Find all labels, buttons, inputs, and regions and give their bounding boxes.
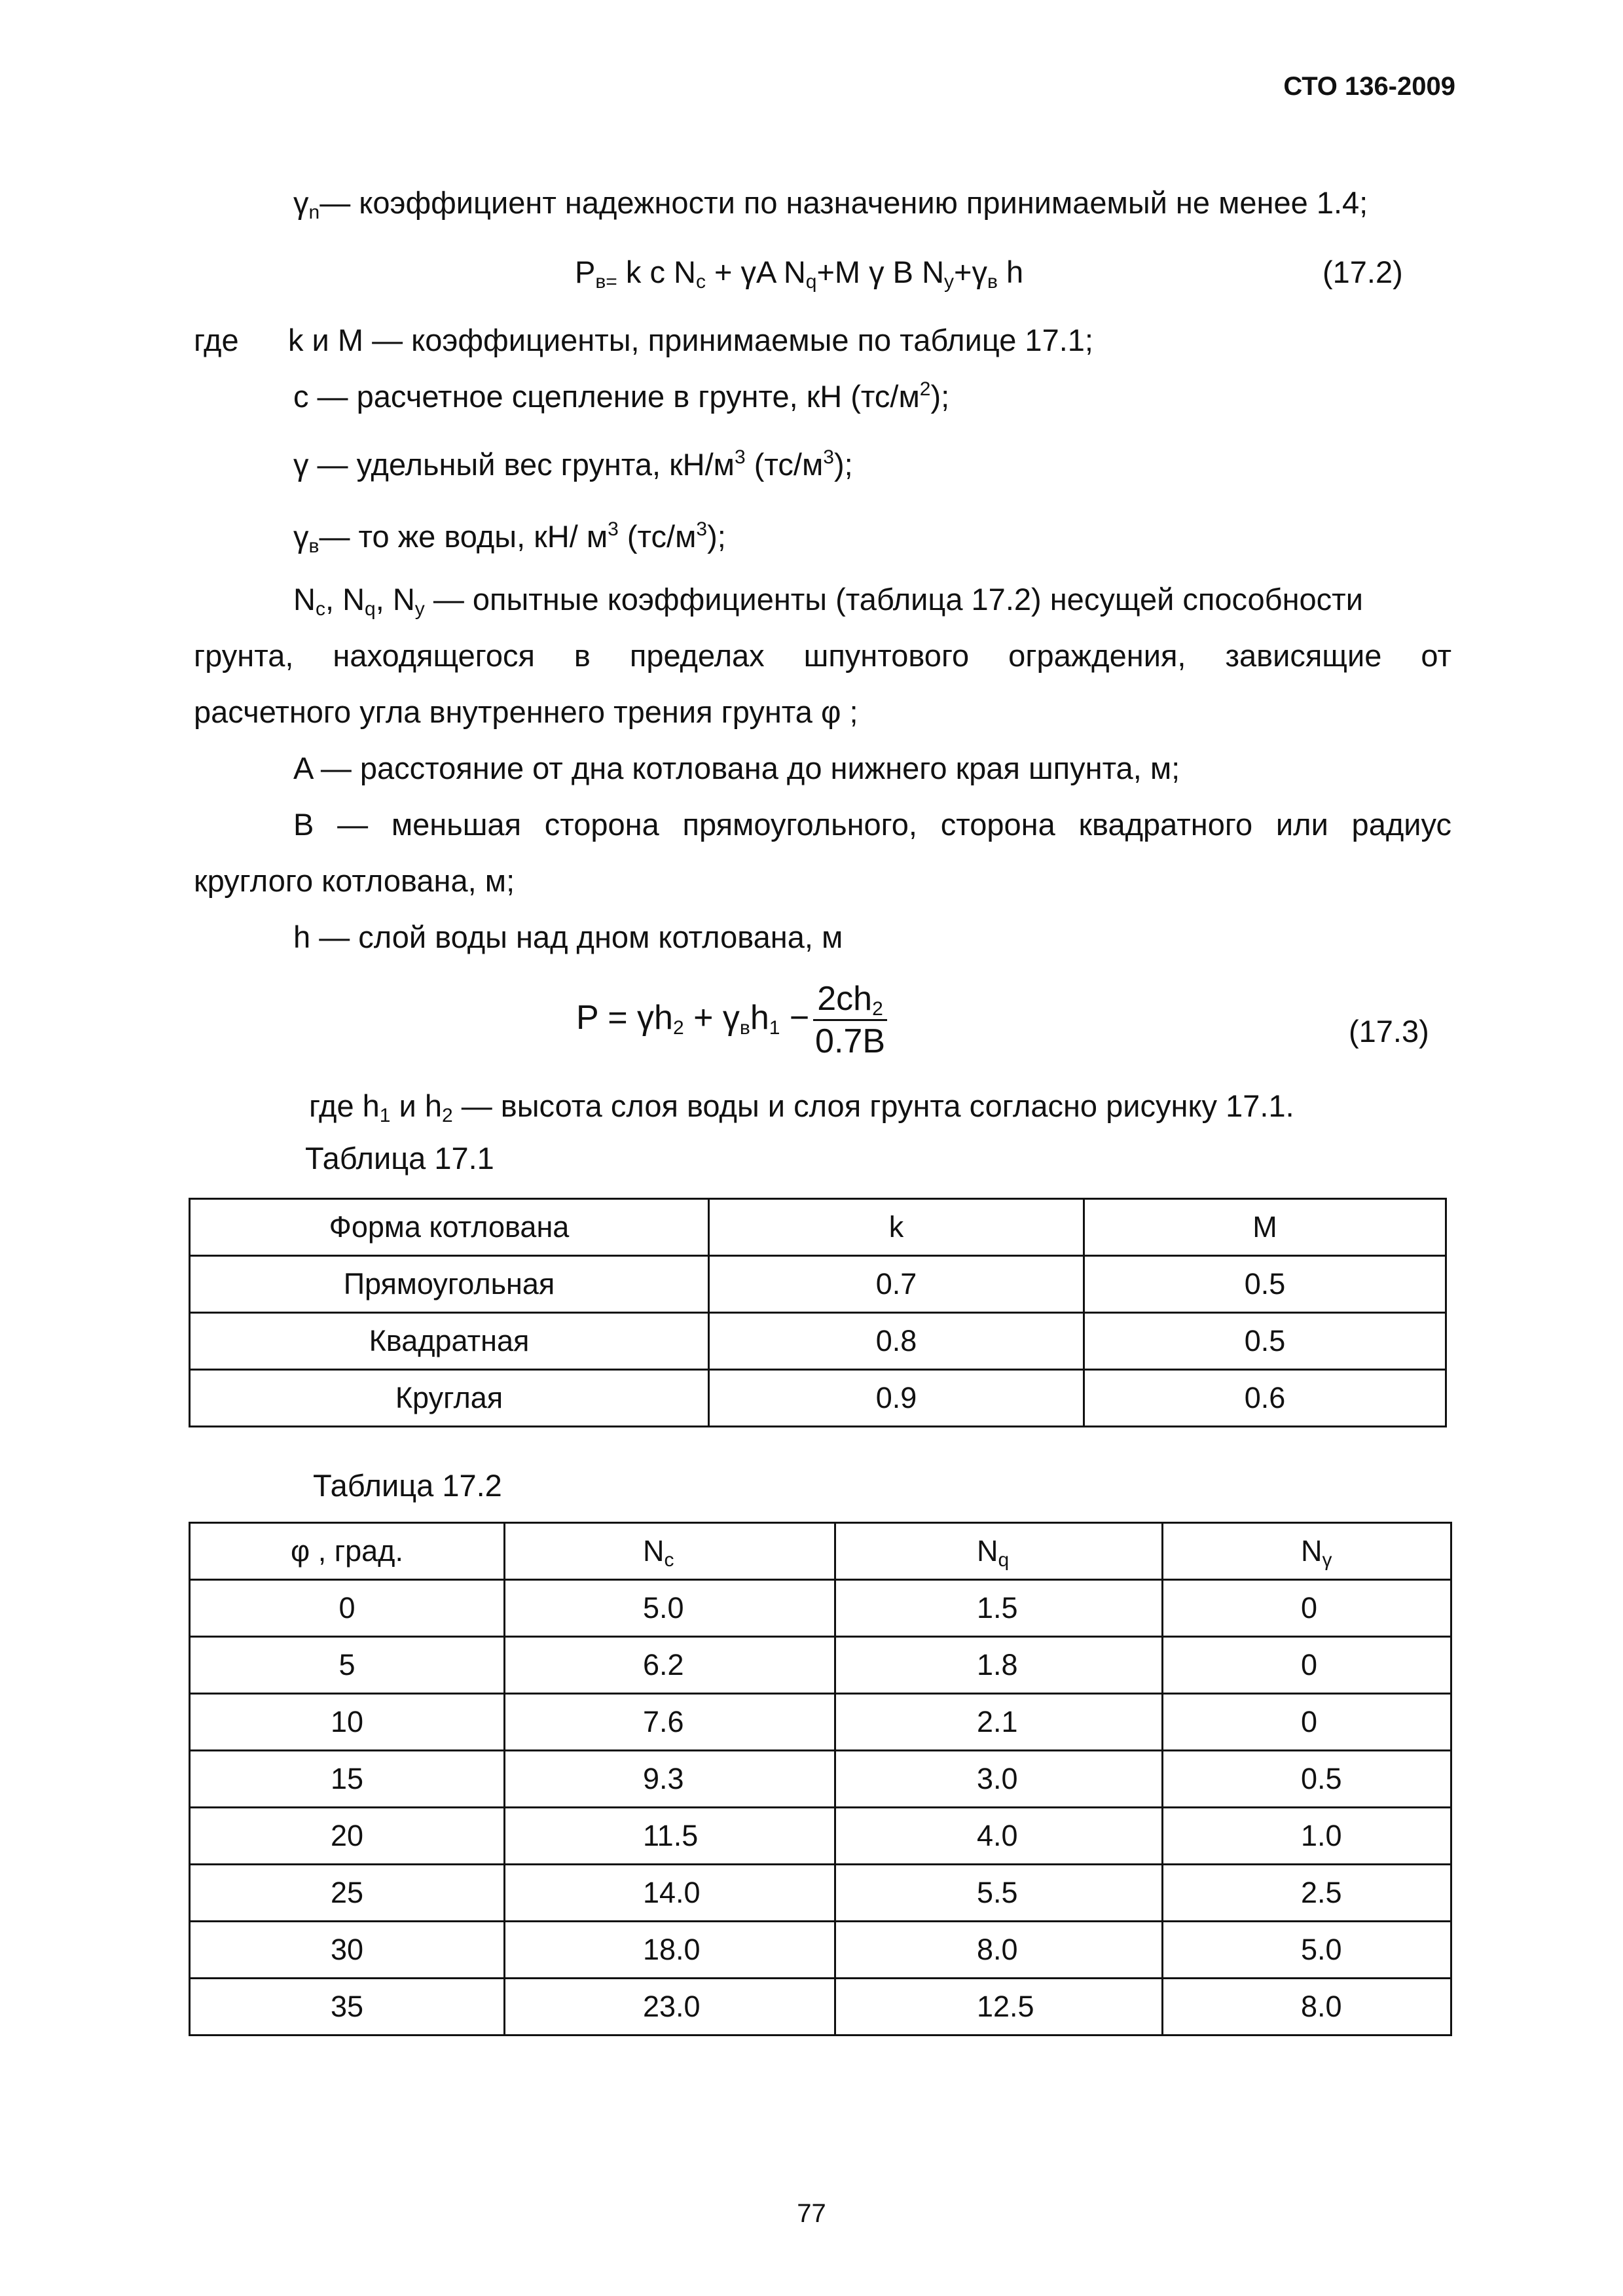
table-cell: 0.6 xyxy=(1084,1370,1446,1427)
table-row xyxy=(190,1637,1451,1694)
table-17-2-caption: Таблица 17.2 xyxy=(313,1468,502,1503)
table-cell: 0.7 xyxy=(709,1256,1084,1313)
table-row xyxy=(190,1808,1451,1865)
definition-n-coefficients: $N_c$, $N_q$, $N_y$ — опытные коэффициенты (таблица 17.2) несущей способности xyxy=(293,582,1363,620)
table-cell: 9.3 xyxy=(505,1751,835,1808)
table-cell: 2.1 xyxy=(835,1694,1163,1751)
table-row xyxy=(190,1979,1451,2036)
table-cell: 0 xyxy=(190,1580,505,1637)
table-cell: 0 xyxy=(1163,1694,1451,1751)
table-cell: 5.0 xyxy=(1163,1922,1451,1979)
table-cell: 20 xyxy=(190,1808,505,1865)
table-cell: 1.8 xyxy=(835,1637,1163,1694)
gamma-n-definition: $\gamma_n—$ коэффициент надежности по назначению принимаемый не менее 1.4; xyxy=(293,185,1368,223)
formula-17-2: $P_{в=}$ k c $N_c + \gamma A$ $N_q+M$ γ B $N_y+\gamma_в$ h xyxy=(575,255,1024,293)
table-17-1-caption: Таблица 17.1 xyxy=(305,1141,494,1175)
table-header-row xyxy=(190,1523,1451,1580)
document-code: СТО 136-2009 xyxy=(1283,72,1455,101)
table-cell: Квадратная xyxy=(190,1313,709,1370)
table-cell: 6.2 xyxy=(505,1637,835,1694)
table-cell: 8.0 xyxy=(835,1922,1163,1979)
table-cell: 30 xyxy=(190,1922,505,1979)
header-cell: Форма котлована xyxy=(190,1199,709,1256)
definition-a: A — расстояние от дна котлована до нижнего края шпунта, м; xyxy=(293,751,1180,785)
definition-gamma: γ — удельный вес грунта, $кН/м^3$ $(тс/м^3)$; xyxy=(293,446,853,482)
table-cell: 35 xyxy=(190,1979,505,2036)
table-cell: 23.0 xyxy=(505,1979,835,2036)
table-cell: 5 xyxy=(190,1637,505,1694)
table-header-row xyxy=(190,1199,1446,1256)
table-row xyxy=(190,1313,1446,1370)
table-cell: 0 xyxy=(1163,1637,1451,1694)
table-17-2 xyxy=(189,1522,1452,2036)
table-cell: 14.0 xyxy=(505,1865,835,1922)
table-cell: 7.6 xyxy=(505,1694,835,1751)
table-row xyxy=(190,1922,1451,1979)
definition-n-line-2: грунта, находящегося в пределах шпунтового ограждения, зависящие от xyxy=(194,638,1451,673)
definition-h: h — слой воды над дном котлована, м xyxy=(293,920,843,954)
table-cell: 11.5 xyxy=(505,1808,835,1865)
header-cell-nq: $N_q$ xyxy=(835,1523,1163,1580)
table-cell: 1.0 xyxy=(1163,1808,1451,1865)
formula-number-17-2: (17.2) xyxy=(1322,255,1403,289)
table-cell: Круглая xyxy=(190,1370,709,1427)
table-row xyxy=(190,1580,1451,1637)
table-cell: 25 xyxy=(190,1865,505,1922)
definition-b-line-2: круглого котлована, м; xyxy=(194,863,515,898)
header-cell-phi: φ , град. xyxy=(190,1523,505,1580)
header-cell-ngamma: $N_\gamma$ xyxy=(1163,1523,1451,1580)
definition-b: B — меньшая сторона прямоугольного, сторона квадратного или радиус xyxy=(293,807,1451,842)
page-number: 77 xyxy=(797,2199,826,2228)
table-row xyxy=(190,1865,1451,1922)
table-row xyxy=(190,1694,1451,1751)
table-cell: 0.9 xyxy=(709,1370,1084,1427)
table-cell: 0 xyxy=(1163,1580,1451,1637)
header-cell-nc: $N_c$ xyxy=(505,1523,835,1580)
table-cell: 4.0 xyxy=(835,1808,1163,1865)
table-row xyxy=(190,1256,1446,1313)
header-cell: k xyxy=(709,1199,1084,1256)
table-cell: 3.0 xyxy=(835,1751,1163,1808)
table-cell: 0.8 xyxy=(709,1313,1084,1370)
table-cell: 0.5 xyxy=(1084,1256,1446,1313)
table-17-1 xyxy=(189,1198,1447,1427)
table-cell: 2.5 xyxy=(1163,1865,1451,1922)
definition-k-m: k и M — коэффициенты, принимаемые по таблице 17.1; xyxy=(288,323,1093,357)
table-cell: 12.5 xyxy=(835,1979,1163,2036)
table-row xyxy=(190,1751,1451,1808)
table-row xyxy=(190,1370,1446,1427)
where-label: где xyxy=(194,323,239,357)
formula-fraction: $\frac{2ch_2}{0.7B}$ xyxy=(813,978,887,1062)
formula-number-17-3: (17.3) xyxy=(1349,1014,1429,1049)
table-cell: 10 xyxy=(190,1694,505,1751)
definition-gamma-v: $\gamma_в—$ то же воды, кН/ $м^3$ $(тс/м^3)$; xyxy=(293,518,726,557)
formula-17-3: $P = \gamma h_2 + \gamma_вh_1$ − $\frac{2ch_2}{0.7B}$ xyxy=(576,978,887,1062)
table-cell: Прямоугольная xyxy=(190,1256,709,1313)
header-cell: M xyxy=(1084,1199,1446,1256)
definition-n-line-3: расчетного угла внутреннего трения грунта φ ; xyxy=(194,694,858,729)
where-h1-h2: где $h_1$ и $h_2$ — высота слоя воды и слоя грунта согласно рисунку 17.1. xyxy=(309,1088,1294,1126)
table-cell: 5.5 xyxy=(835,1865,1163,1922)
table-cell: 8.0 xyxy=(1163,1979,1451,2036)
table-cell: 1.5 xyxy=(835,1580,1163,1637)
table-cell: 18.0 xyxy=(505,1922,835,1979)
table-cell: 0.5 xyxy=(1163,1751,1451,1808)
definition-c: c — расчетное сцепление в грунте, кН $(тс/м^2)$; xyxy=(293,378,950,414)
table-cell: 5.0 xyxy=(505,1580,835,1637)
table-cell: 0.5 xyxy=(1084,1313,1446,1370)
table-cell: 15 xyxy=(190,1751,505,1808)
